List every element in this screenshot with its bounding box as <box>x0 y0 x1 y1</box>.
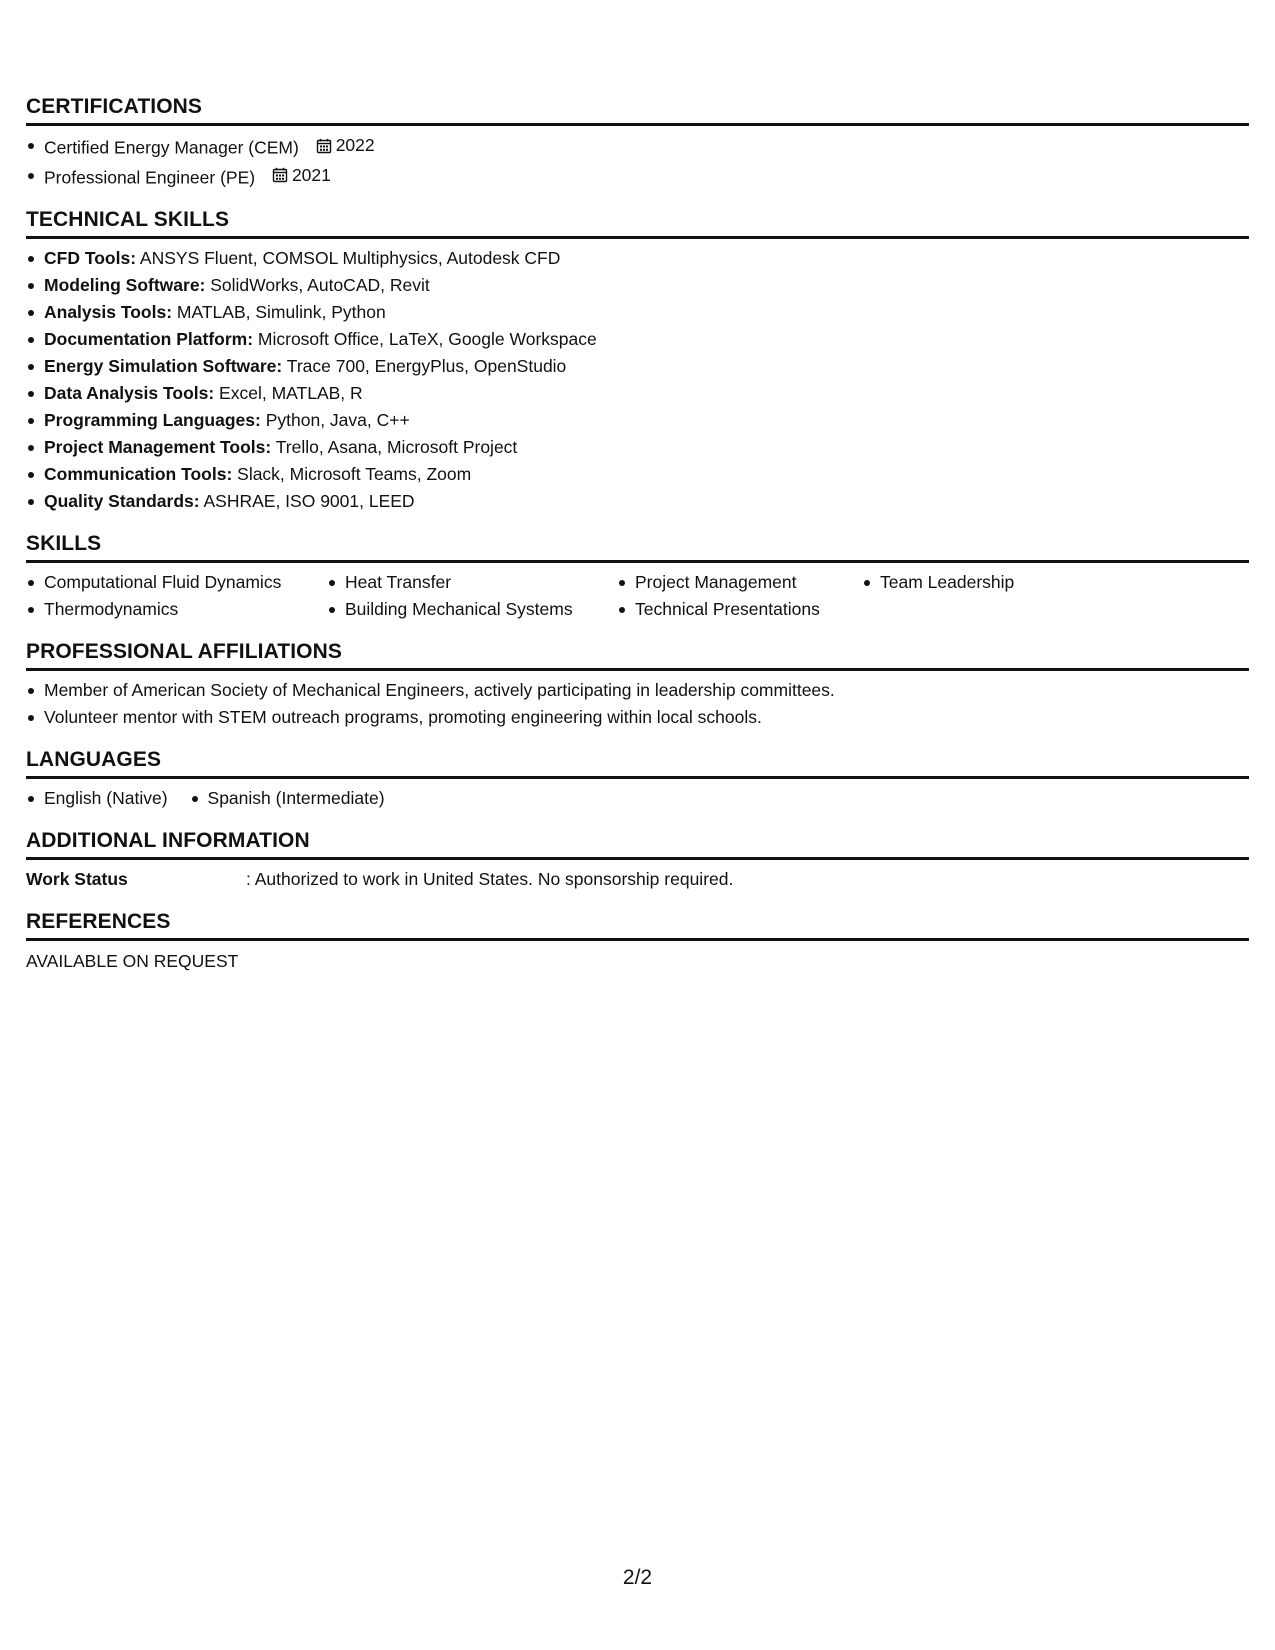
calendar-icon <box>316 138 332 154</box>
technical-skill-item <box>26 434 1249 461</box>
language-item: English (Native) <box>26 785 168 812</box>
technical-skill-value: MATLAB, Simulink, Python <box>172 302 386 322</box>
technical-skill-label: Documentation Platform: <box>44 329 254 349</box>
additional-information-heading: ADDITIONAL INFORMATION <box>26 828 1249 860</box>
technical-skill-value: Trello, Asana, Microsoft Project <box>271 437 518 457</box>
resume-page <box>26 94 1249 991</box>
work-status-row <box>26 866 1249 893</box>
technical-skills-heading: TECHNICAL SKILLS <box>26 207 1249 239</box>
work-status-label: Work Status <box>26 869 128 889</box>
technical-skill-item <box>26 326 1249 353</box>
technical-skill-value: Python, Java, C++ <box>260 410 410 430</box>
technical-skill-value: Trace 700, EnergyPlus, OpenStudio <box>282 356 567 376</box>
certification-name: Professional Engineer (PE) <box>44 167 256 187</box>
technical-skill-label: Communication Tools: <box>44 464 233 484</box>
certification-item <box>26 132 1249 162</box>
certifications-section <box>26 94 1249 191</box>
skill-item: Technical Presentations <box>617 596 862 623</box>
affiliations-heading: PROFESSIONAL AFFILIATIONS <box>26 639 1249 671</box>
skill-item: Computational Fluid Dynamics <box>26 569 327 596</box>
technical-skill-label: Modeling Software: <box>44 275 206 295</box>
skill-item: Team Leadership <box>862 569 1122 596</box>
technical-skill-value: Microsoft Office, LaTeX, Google Workspace <box>253 329 597 349</box>
languages-row <box>26 785 1249 812</box>
skill-item: Heat Transfer <box>327 569 617 596</box>
technical-skill-item <box>26 299 1249 326</box>
languages-list <box>26 785 385 812</box>
certifications-list <box>26 132 1249 191</box>
technical-skill-item <box>26 488 1249 515</box>
certification-year: 2022 <box>335 135 375 155</box>
technical-skill-label: Project Management Tools: <box>44 437 272 457</box>
technical-skill-value: ANSYS Fluent, COMSOL Multiphysics, Autodesk CFD <box>136 248 561 268</box>
skill-item: Building Mechanical Systems <box>327 596 617 623</box>
technical-skill-value: ASHRAE, ISO 9001, LEED <box>199 491 415 511</box>
certification-date <box>272 162 331 189</box>
skills-grid <box>26 569 1249 623</box>
technical-skills-section <box>26 207 1249 515</box>
skills-section <box>26 531 1249 623</box>
skill-item: Project Management <box>617 569 862 596</box>
technical-skill-value: Excel, MATLAB, R <box>214 383 363 403</box>
technical-skill-value: SolidWorks, AutoCAD, Revit <box>205 275 430 295</box>
technical-skill-item <box>26 353 1249 380</box>
technical-skill-label: Data Analysis Tools: <box>44 383 215 403</box>
calendar-icon <box>272 167 288 183</box>
certification-item <box>26 162 1249 192</box>
affiliations-section <box>26 639 1249 731</box>
skills-column <box>26 569 327 623</box>
technical-skill-label: Energy Simulation Software: <box>44 356 283 376</box>
skills-column <box>617 569 862 623</box>
work-status-value: : Authorized to work in United States. No sponsorship required. <box>246 869 734 889</box>
certifications-heading: CERTIFICATIONS <box>26 94 1249 126</box>
technical-skill-label: Quality Standards: <box>44 491 200 511</box>
certification-date <box>316 132 375 159</box>
technical-skill-item <box>26 245 1249 272</box>
skill-item: Thermodynamics <box>26 596 327 623</box>
technical-skill-item <box>26 272 1249 299</box>
additional-information-section <box>26 828 1249 893</box>
skills-heading: SKILLS <box>26 531 1249 563</box>
technical-skill-value: Slack, Microsoft Teams, Zoom <box>232 464 472 484</box>
languages-section <box>26 747 1249 812</box>
skills-column <box>327 569 617 623</box>
technical-skill-item <box>26 461 1249 488</box>
certification-name: Certified Energy Manager (CEM) <box>44 137 299 158</box>
references-text: AVAILABLE ON REQUEST <box>26 951 239 971</box>
certification-year: 2021 <box>291 164 331 185</box>
references-heading: REFERENCES <box>26 909 1249 941</box>
technical-skill-item <box>26 380 1249 407</box>
references-section <box>26 909 1249 975</box>
technical-skill-label: Analysis Tools: <box>44 302 173 322</box>
affiliations-list <box>26 677 1249 731</box>
page-number: 2/2 <box>622 1566 653 1589</box>
technical-skills-list <box>26 245 1249 515</box>
affiliation-item: Volunteer mentor with STEM outreach programs, promoting engineering within local schools. <box>26 704 1249 731</box>
technical-skill-label: CFD Tools: <box>44 248 137 268</box>
language-item: Spanish (Intermediate) <box>190 785 385 812</box>
technical-skill-item <box>26 407 1249 434</box>
technical-skill-label: Programming Languages: <box>44 410 261 430</box>
languages-heading: LANGUAGES <box>26 747 1249 779</box>
skills-column <box>862 569 1122 623</box>
affiliation-item: Member of American Society of Mechanical Engineers, actively participating in leadership committees. <box>26 677 1249 704</box>
